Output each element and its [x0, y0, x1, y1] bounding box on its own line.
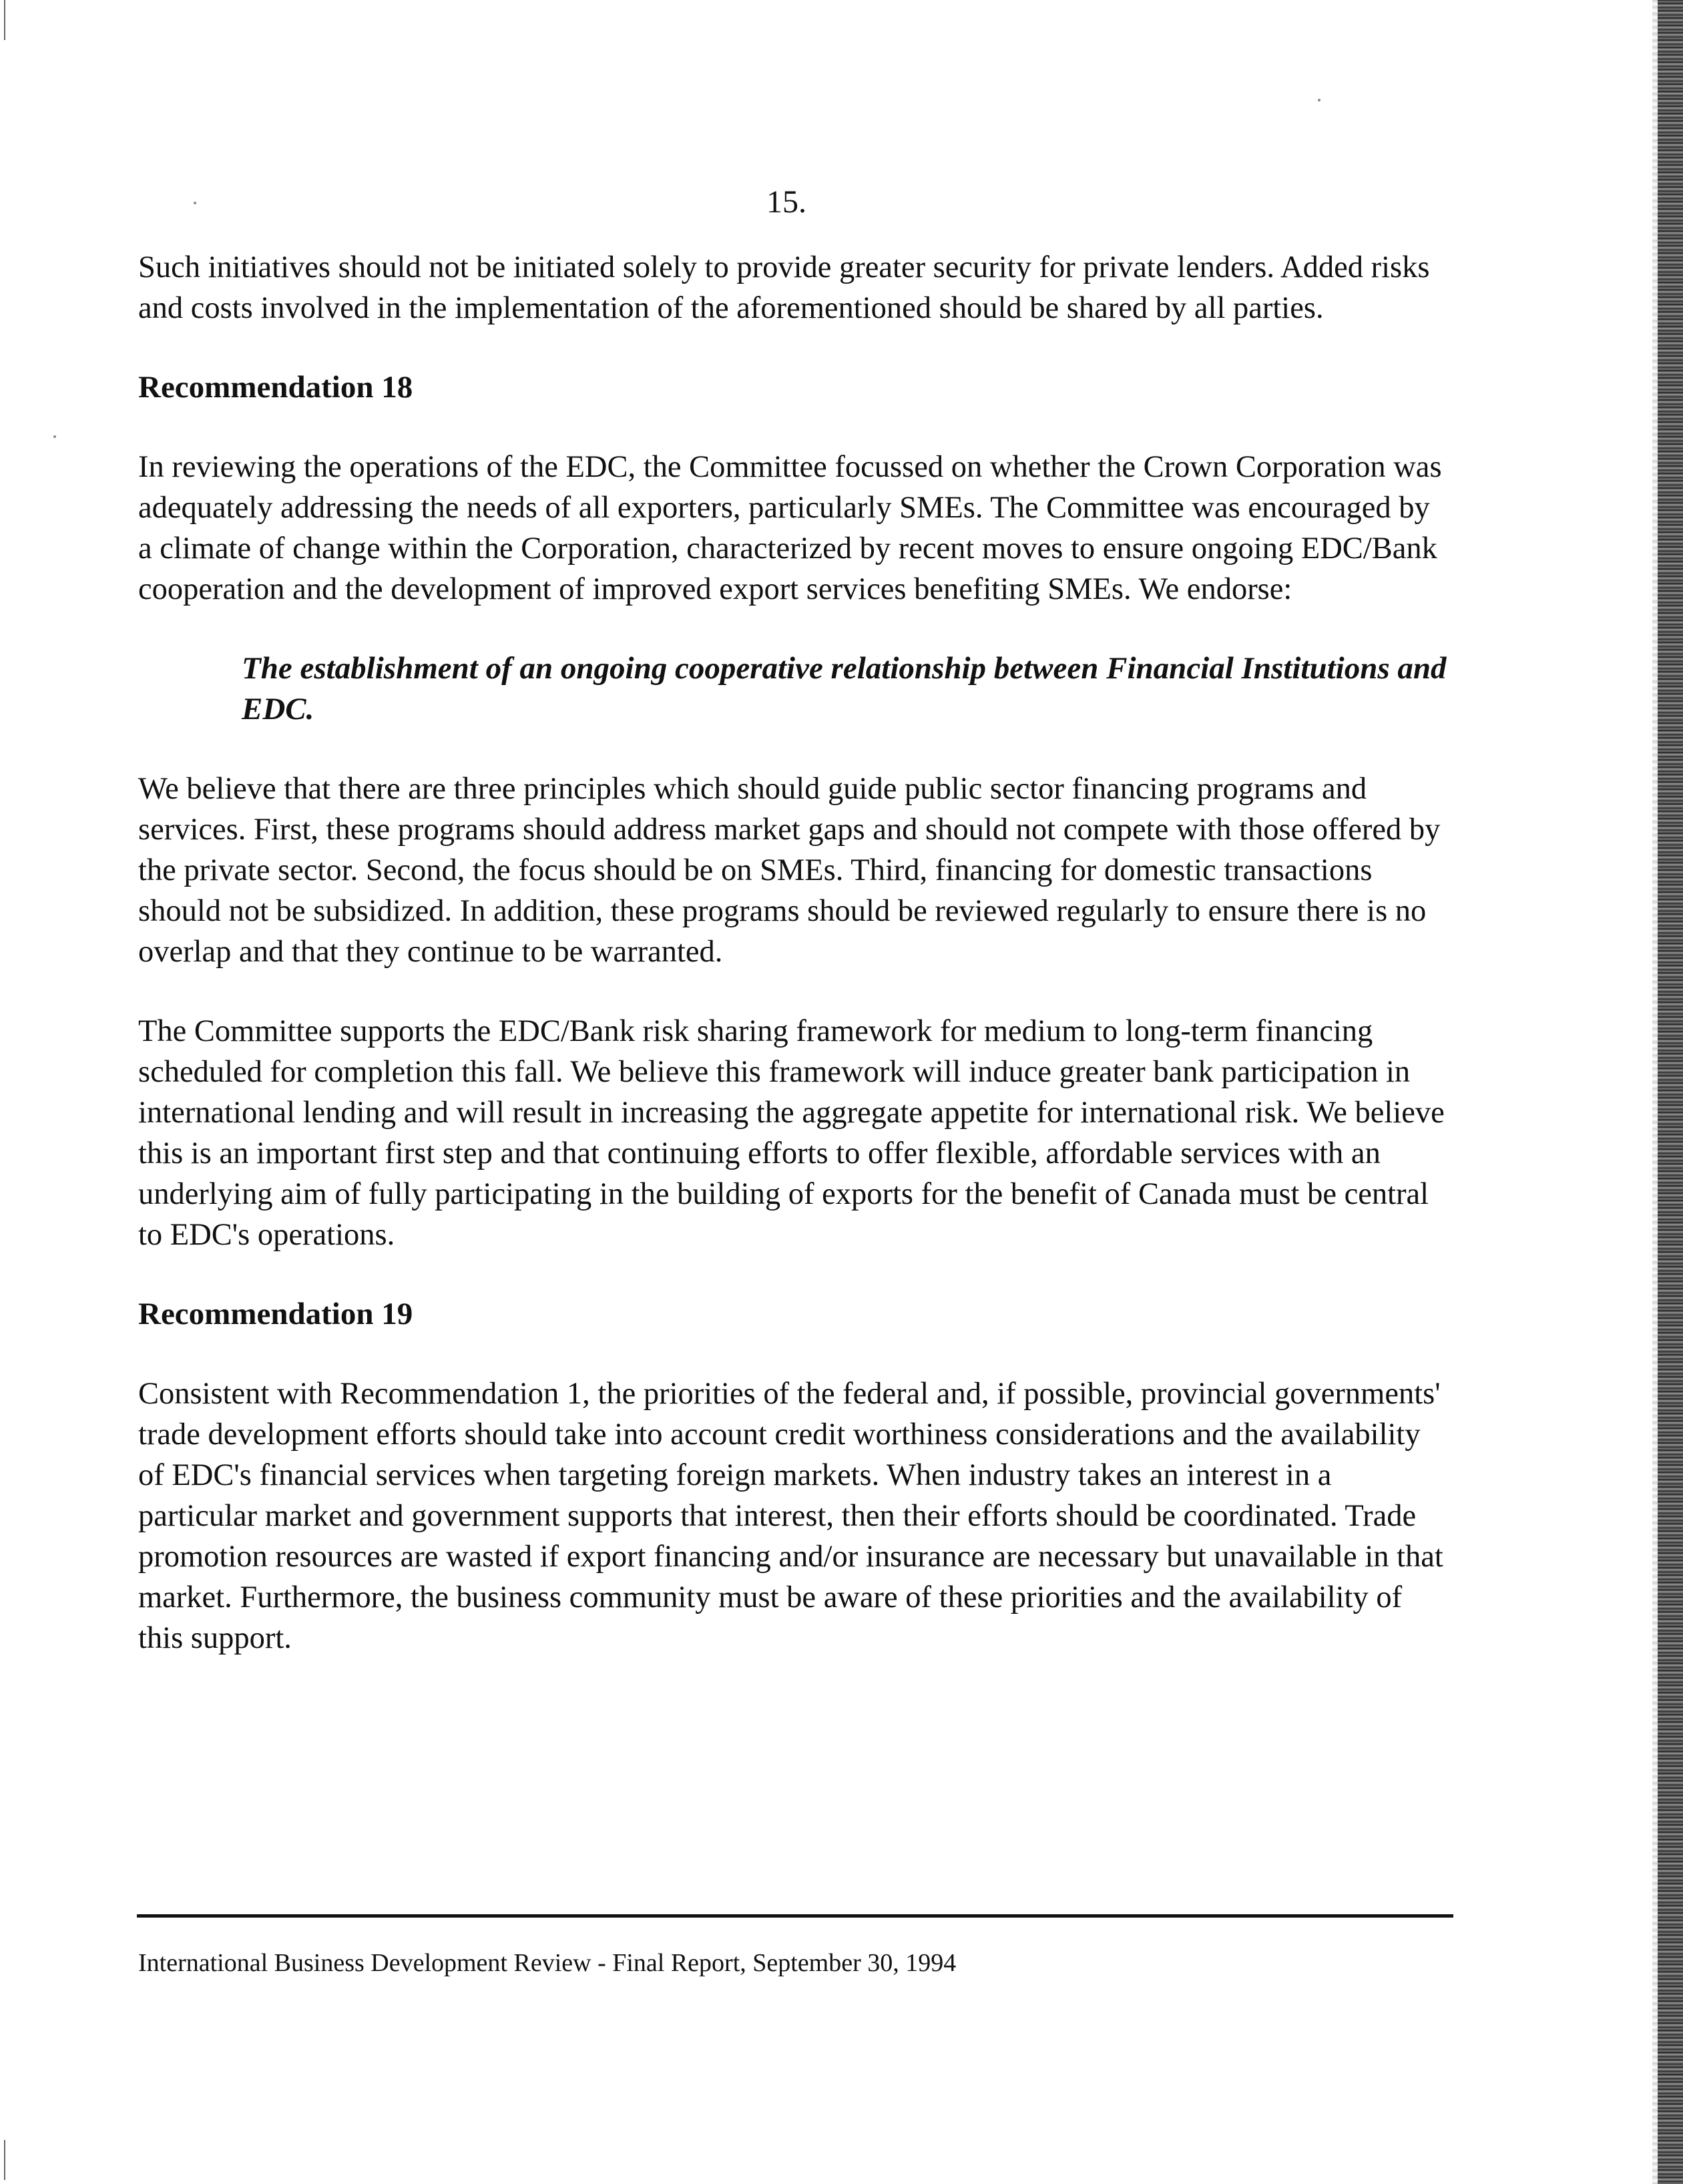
framework-paragraph: The Committee supports the EDC/Bank risk sharing framework for medium to long-term financing scheduled for completion this fall. We believe this framework will induce greater bank participation in international lending and will result in increasing the aggregate appetite for international risk. We believe this is an important first step and that continuing efforts to offer flexible, affordable services with an underlying aim of fully participating in the building of exports for the benefit of Canada must be central to EDC's operations. — [138, 1014, 1445, 1252]
scan-edge-shadow — [1652, 0, 1658, 2184]
principles-paragraph: We believe that there are three principles which should guide public sector financing programs and services. First, these programs should address market gaps and should not compete with those offered by the private sector. Second, the focus should be on SMEs. Third, financing for domestic transactions should not be subsidized. In addition, these programs should be reviewed regularly to ensure there is no overlap and that they continue to be warranted. — [138, 772, 1441, 969]
scan-margin-mark — [4, 0, 5, 40]
scan-margin-mark — [4, 2140, 5, 2180]
scan-edge — [1658, 0, 1683, 2184]
footer-citation: International Business Development Review - Final Report, September 30, 1994 — [138, 1949, 957, 1977]
recommendation-18-heading: Recommendation 18 — [138, 370, 413, 405]
scan-speck — [53, 435, 56, 438]
footer-divider — [137, 1914, 1453, 1918]
scan-speck — [1318, 99, 1320, 101]
document-body — [138, 247, 1447, 1659]
scan-speck — [194, 202, 196, 204]
recommendation-18-paragraph: In reviewing the operations of the EDC, the Committee focussed on whether the Crown Corporation was adequately addressing the needs of all exporters, particularly SMEs. The Committee was encouraged by a climate of change within the Corporation, characterized by recent moves to ensure ongoing EDC/Bank cooperation and the development of improved export services benefiting SMEs. We endorse: — [138, 450, 1442, 606]
page-number: 15. — [766, 184, 806, 220]
recommendation-18-endorsement: The establishment of an ongoing cooperative relationship between Financial Institutions and EDC. — [242, 651, 1447, 726]
recommendation-19-paragraph: Consistent with Recommendation 1, the priorities of the federal and, if possible, provincial governments' trade development efforts should take into account credit worthiness considerations and the availability of EDC's financial services when targeting foreign markets. When industry takes an interest in a particular market and government supports that interest, then their efforts should be coordinated. Trade promotion resources are wasted if export financing and/or insurance are necessary but unavailable in that market. Furthermore, the business community must be aware of these priorities and the availability of this support. — [138, 1377, 1443, 1655]
recommendation-19-heading: Recommendation 19 — [138, 1297, 413, 1331]
intro-paragraph: Such initiatives should not be initiated solely to provide greater security for private lenders. Added risks and costs involved in the implementation of the aforementioned should be shared by all parties. — [138, 250, 1430, 325]
